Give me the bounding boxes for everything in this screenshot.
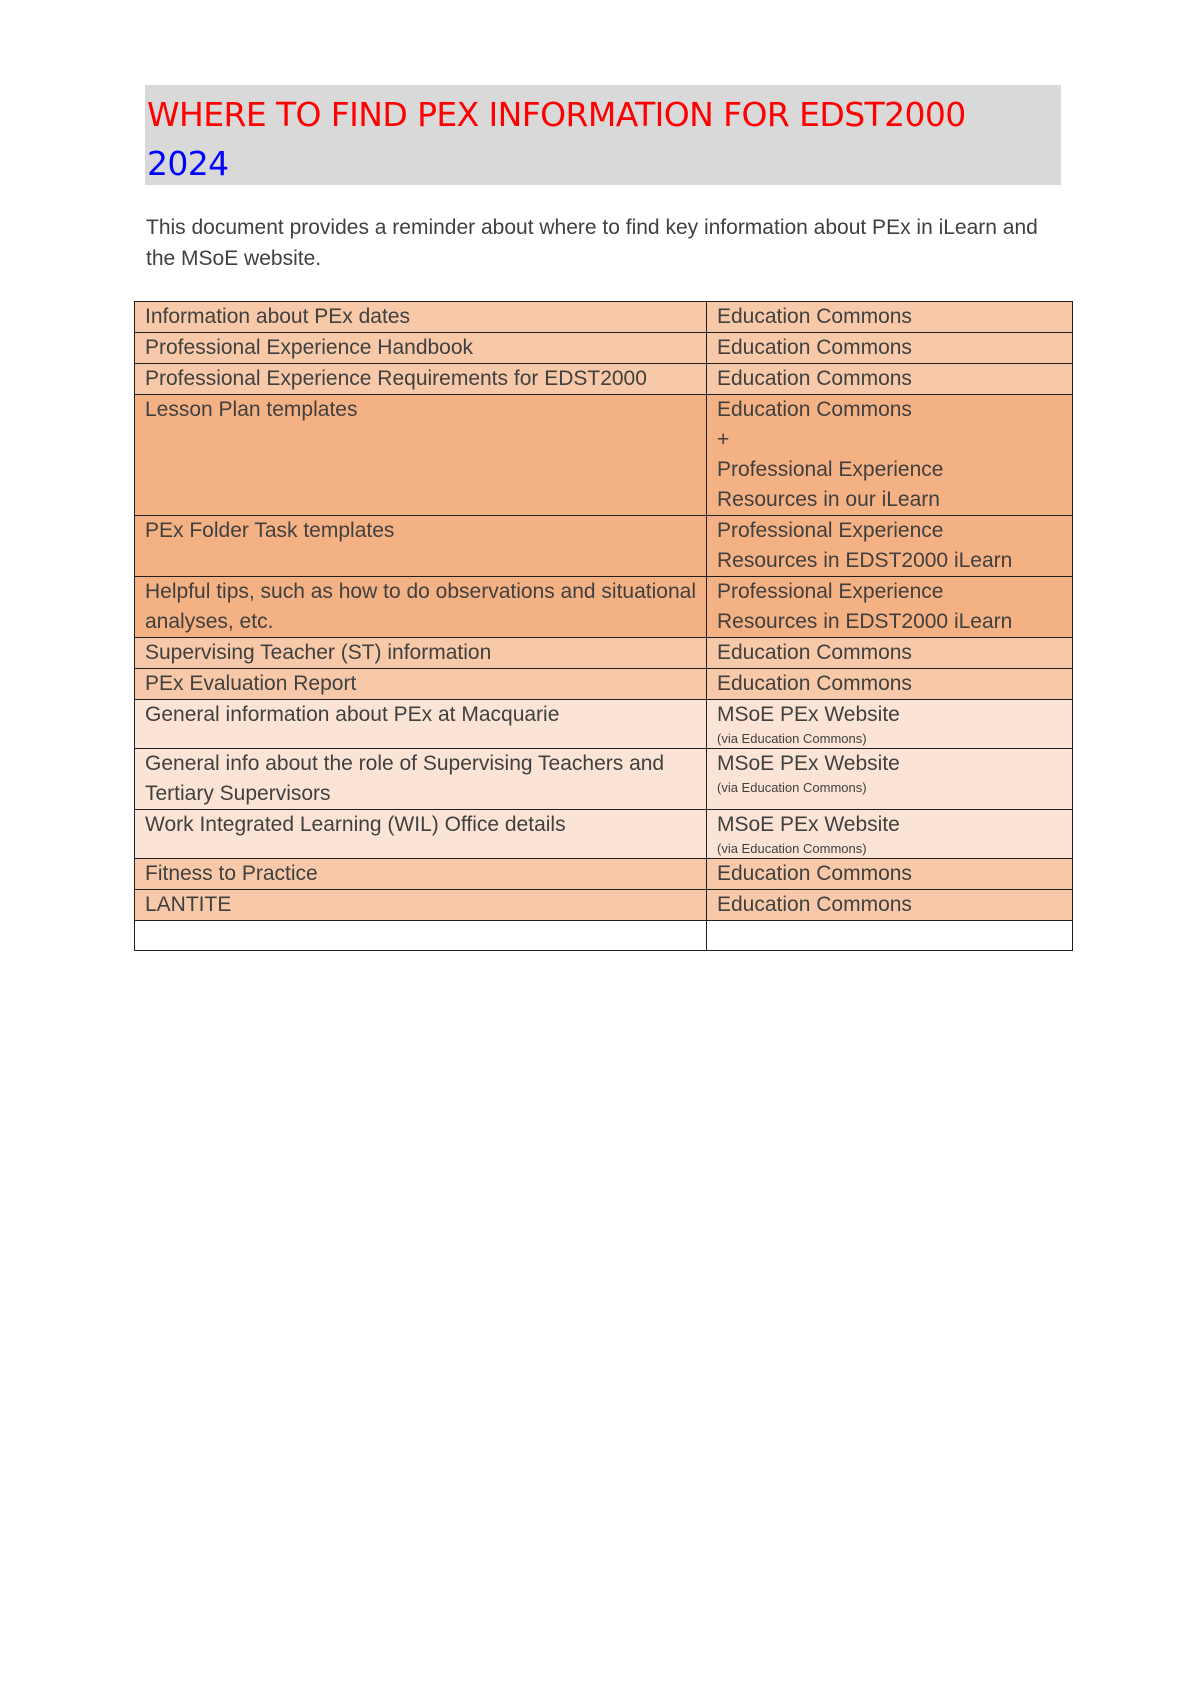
table-row (135, 395, 1073, 516)
location-note: (via Education Commons) (717, 841, 867, 856)
table-row (135, 302, 1073, 333)
topic-cell: Fitness to Practice (135, 859, 707, 890)
topic-cell: Lesson Plan templates (135, 395, 707, 516)
location-cell: Professional Experience Resources in EDST2000 iLearn (707, 516, 1073, 577)
location-cell: Education Commons (707, 364, 1073, 395)
location-cell: Professional Experience Resources in EDST2000 iLearn (707, 577, 1073, 638)
table-row (135, 333, 1073, 364)
location-cell: Education Commons (707, 859, 1073, 890)
table-row (135, 700, 1073, 749)
location-cell: MSoE PEx Website (via Education Commons) (707, 810, 1073, 859)
table-row (135, 859, 1073, 890)
topic-cell: Supervising Teacher (ST) information (135, 638, 707, 669)
topic-cell: PEx Evaluation Report (135, 669, 707, 700)
topic-cell: Helpful tips, such as how to do observations and situational analyses, etc. (135, 577, 707, 638)
location-cell (707, 921, 1073, 951)
topic-cell: General info about the role of Supervising Teachers and Tertiary Supervisors (135, 749, 707, 810)
table-row (135, 516, 1073, 577)
intro-paragraph: This document provides a reminder about where to find key information about PEx in iLearn and the MSoE website. (146, 216, 1038, 270)
location-note: (via Education Commons) (717, 780, 867, 795)
location-cell: Education Commons (707, 638, 1073, 669)
table-row (135, 810, 1073, 859)
topic-cell (135, 921, 707, 951)
title-banner (145, 85, 1061, 185)
location-note: (via Education Commons) (717, 731, 867, 746)
table-row (135, 577, 1073, 638)
topic-cell: LANTITE (135, 890, 707, 921)
location-cell: Education Commons (707, 890, 1073, 921)
topic-cell: General information about PEx at Macquarie (135, 700, 707, 749)
location-cell: Education Commons (707, 333, 1073, 364)
document-year: 2024 (147, 144, 229, 183)
topic-cell: PEx Folder Task templates (135, 516, 707, 577)
location-cell: Education Commons + Professional Experience Resources in our iLearn (707, 395, 1073, 516)
topic-cell: Professional Experience Handbook (135, 333, 707, 364)
table-row (135, 638, 1073, 669)
table-row (135, 749, 1073, 810)
topic-cell: Professional Experience Requirements for EDST2000 (135, 364, 707, 395)
table-row (135, 890, 1073, 921)
topic-cell: Information about PEx dates (135, 302, 707, 333)
document-title: WHERE TO FIND PEX INFORMATION FOR EDST2000 (147, 95, 966, 134)
table-row-empty (135, 921, 1073, 951)
table-row (135, 669, 1073, 700)
location-cell: Education Commons (707, 302, 1073, 333)
location-cell: MSoE PEx Website (via Education Commons) (707, 749, 1073, 810)
location-cell: MSoE PEx Website (via Education Commons) (707, 700, 1073, 749)
pex-info-table (134, 301, 1073, 951)
table-row (135, 364, 1073, 395)
location-cell: Education Commons (707, 669, 1073, 700)
topic-cell: Work Integrated Learning (WIL) Office details (135, 810, 707, 859)
